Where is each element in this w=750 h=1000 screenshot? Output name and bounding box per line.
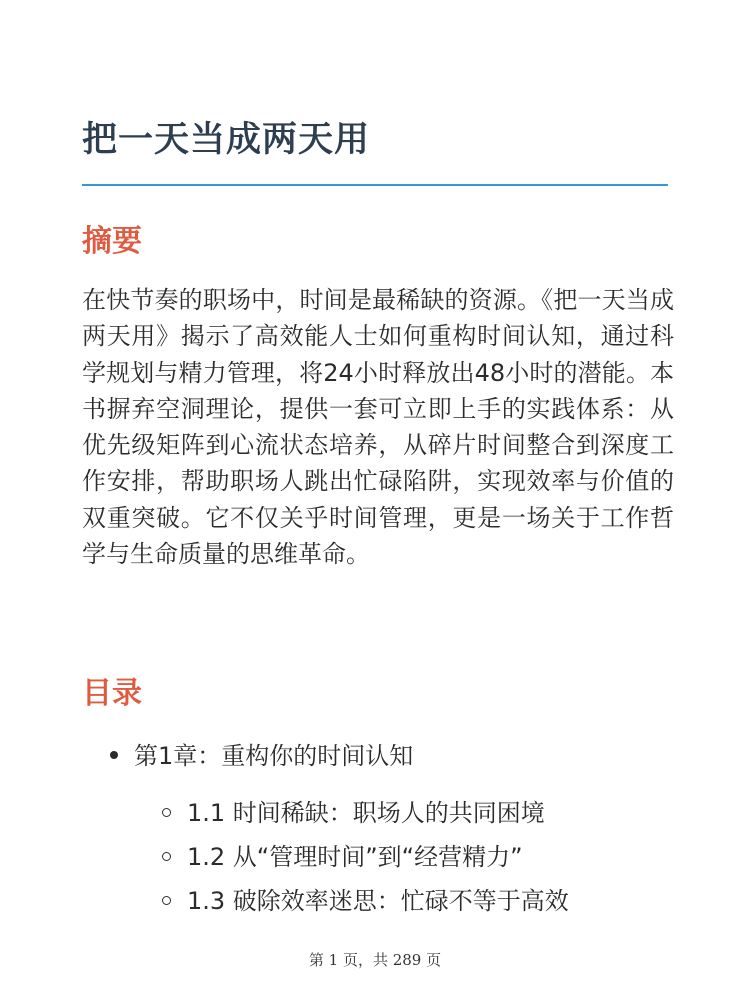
bullet-dot-icon (110, 751, 118, 759)
abstract-text: 在快节奏的职场中，时间是最稀缺的资源。《把一天当成两天用》揭示了高效能人士如何重构时间认知，通过科学规划与精力管理，将24小时释放出48小时的潜能。本书摒弃空洞理论，提供一套可立即上手的实践体系：从优先级矩阵到心流状态培养，从碎片时间整合到深度工作安排，帮助职场人跳出忙碌陷阱，实现效率与价值的双重突破。它不仅关乎时间管理，更是一场关于工作哲学与生命质量的思维革命。 (82, 286, 674, 569)
bullet-circle-icon (162, 852, 171, 861)
toc-section-item (162, 795, 545, 831)
toc-section-label: 1.2 从“管理时间”到“经营精力” (187, 843, 523, 871)
page-number-footer: 第 1 页，共 289 页 (308, 951, 442, 969)
toc-chapter-label: 第1章：重构你的时间认知 (134, 742, 414, 770)
title-divider (82, 184, 668, 186)
toc-section-item (162, 839, 523, 875)
toc-heading: 目录 (82, 676, 142, 711)
bullet-circle-icon (162, 896, 171, 905)
abstract-heading: 摘要 (82, 224, 142, 259)
toc-section-item (162, 883, 569, 919)
toc-chapter-item (110, 738, 413, 774)
toc-section-label: 1.3 破除效率迷思：忙碌不等于高效 (187, 887, 569, 915)
toc-section-label: 1.1 时间稀缺：职场人的共同困境 (187, 799, 545, 827)
document-title: 把一天当成两天用 (82, 120, 371, 160)
bullet-circle-icon (162, 808, 171, 817)
